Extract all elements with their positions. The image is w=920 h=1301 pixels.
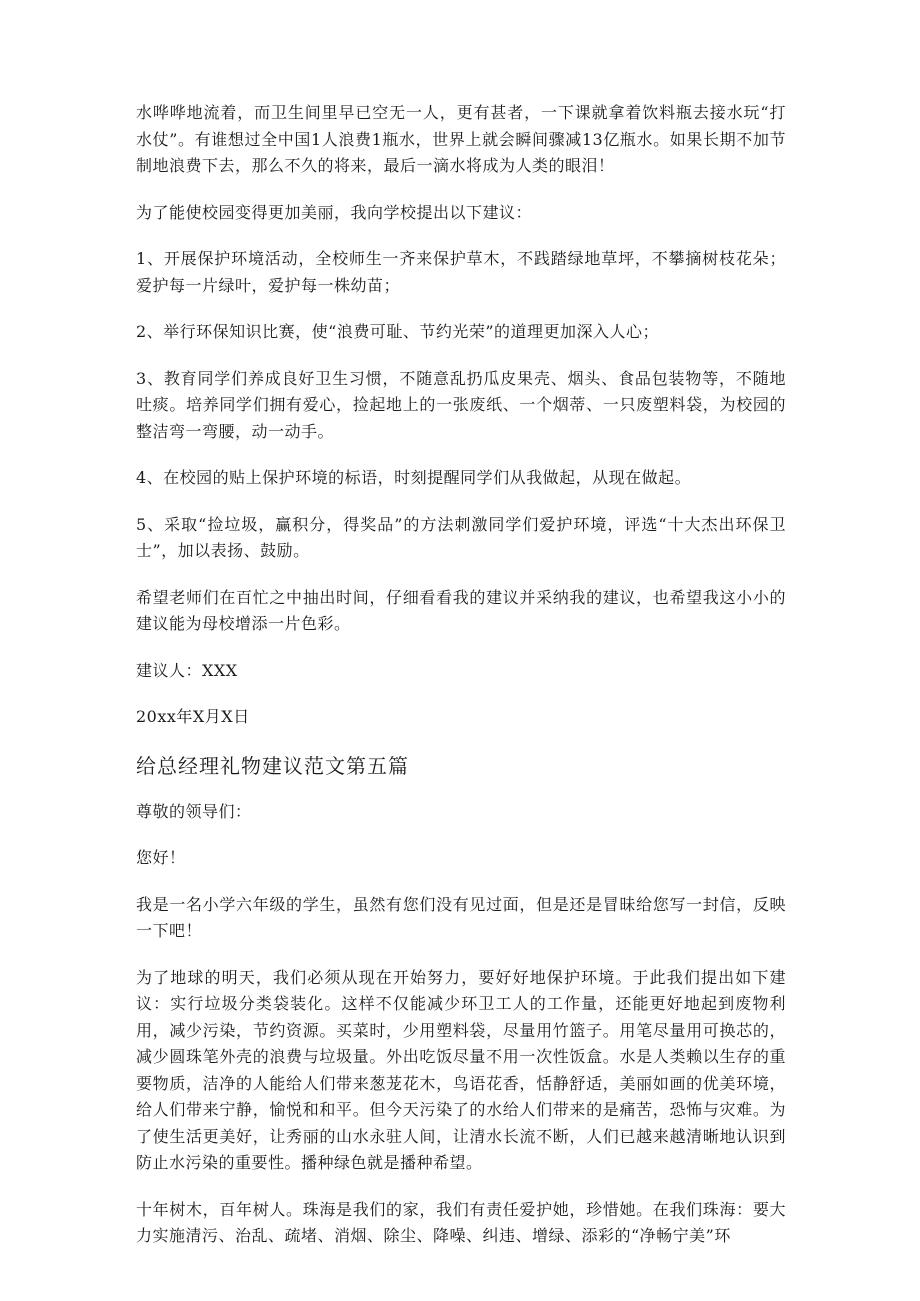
paragraph-self-intro: 我是一名小学六年级的学生，虽然有您们没有见过面，但是还是冒昧给您写一封信，反映一下吧！ [136,894,786,940]
paragraph-suggestion-intro: 为了能使校园变得更加美丽，我向学校提出以下建议： [136,202,533,222]
paragraph-zhuhai: 十年树木，百年树人。珠海是我们的家，我们有责任爱护她，珍惜她。在我们珠海：要大力实施清污、治乱、疏堵、消烟、除尘、降噪、纠违、增绿、添彩的“净畅宁美”环 [136,1199,786,1245]
paragraph-closing-hope: 希望老师们在百忙之中抽出时间，仔细看看我的建议并采纳我的建议，也希望我这小小的建议能为母校增添一片色彩。 [136,587,786,633]
paragraph-protect-environment: 为了地球的明天，我们必须从现在开始努力，要好好地保护环境。于此我们提出如下建议：实行垃圾分类袋装化。这样不仅能减少环卫工人的工作量，还能更好地起到废物利用，减少污染，节约资源。买菜时，少用塑料袋，尽量用竹篮子。用笔尽量用可换芯的，减少圆珠笔外壳的浪费与垃圾量。外出吃饭尽量不用一次性饭盒。水是人类赖以生存的重要物质，洁净的人能给人们带来葱茏花木，鸟语花香，恬静舒适，美丽如画的优美环境，给人们带来宁静，愉悦和和平。但今天污染了的水给人们带来的是痛苦，恐怖与灾难。为了使生活更美好，让秀丽的山水永驻人间，让清水长流不断，人们已越来越清晰地认识到防止水污染的重要性。播种绿色就是播种希望。 [136,967,786,1172]
paragraph-suggestion-4: 4、在校园的贴上保护环境的标语，时刻提醒同学们从我做起，从现在做起。 [136,468,692,487]
paragraph-suggestion-2: 2、举行环保知识比赛，使“浪费可耻、节约光荣”的道理更加深入人心； [136,322,660,341]
salutation: 尊敬的领导们： [136,801,252,821]
greeting: 您好！ [136,848,186,867]
paragraph-suggestion-3: 3、教育同学们养成良好卫生习惯，不随意乱扔瓜皮果壳、烟头、食品包装物等，不随地吐痰。培养同学们拥有爱心，捡起地上的一张废纸、一个烟蒂、一只废塑料袋，为校园的整洁弯一弯腰，动一动手。 [136,368,786,441]
date-line: 20xx年X月X日 [136,707,250,726]
paragraph-suggestion-5: 5、采取“捡垃圾，赢积分，得奖品”的方法刺激同学们爱护环境，评选“十大杰出环保卫士”，加以表扬、鼓励。 [136,514,786,560]
signature-line: 建议人：XXX [136,660,238,680]
paragraph-water-waste: 水哗哗地流着，而卫生间里早已空无一人，更有甚者，一下课就拿着饮料瓶去接水玩“打水仗”。有谁想过全中国1人浪费1瓶水，世界上就会瞬间骤减13亿瓶水。如果长期不加节制地浪费下去，那么不久的将来，最后一滴水将成为人类的眼泪！ [136,103,786,175]
document-page [136,100,786,1270]
paragraph-suggestion-1: 1、开展保护环境活动，全校师生一齐来保护草木，不践踏绿地草坪，不攀摘树枝花朵；爱护每一片绿叶，爱护每一株幼苗； [136,249,786,295]
section-heading: 给总经理礼物建议范文第五篇 [136,753,409,778]
